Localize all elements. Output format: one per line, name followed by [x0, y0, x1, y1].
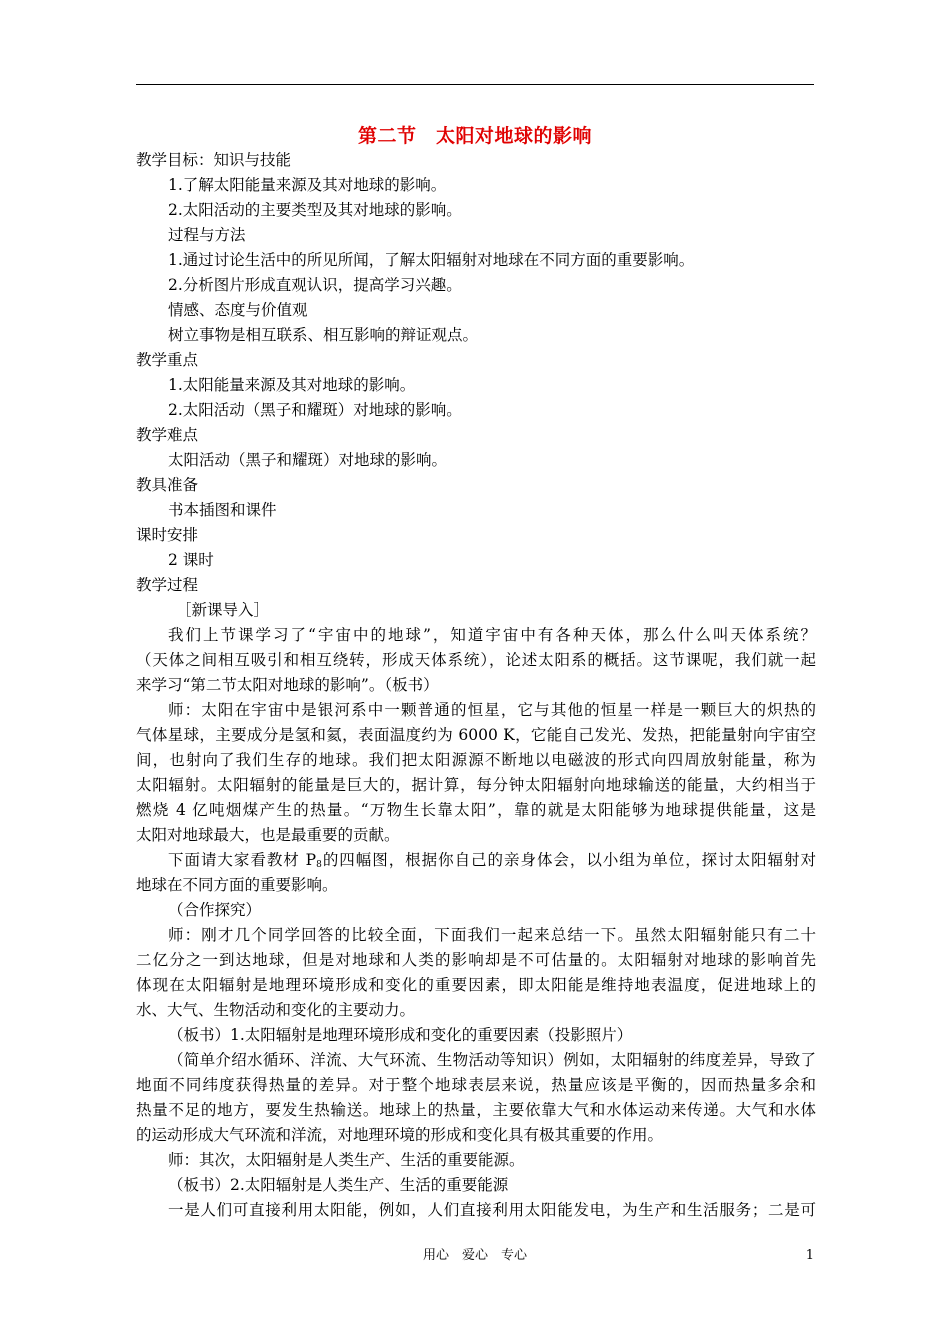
- text-line: 师：太阳在宇宙中是银河系中一颗普通的恒星，它与其他的恒星一样是一颗巨大的炽热的: [168, 701, 816, 719]
- text-line: 太阳辐射。太阳辐射的能量是巨大的，据计算，每分钟太阳辐射向地球输送的能量，大约相当于: [136, 776, 816, 794]
- text-line: 二亿分之一到达地球，但是对地球和人类的影响却是不可估量的。太阳辐射对地球的影响首先: [136, 951, 816, 969]
- text-line: 师：其次，太阳辐射是人类生产、生活的重要能源。: [168, 1151, 525, 1169]
- text-line: 2.太阳活动（黑子和耀斑）对地球的影响。: [168, 401, 462, 419]
- text-line: 师：刚才几个同学回答的比较全面，下面我们一起来总结一下。虽然太阳辐射能只有二十: [168, 926, 816, 944]
- text-line: 来学习“第二节太阳对地球的影响”。（板书）: [136, 676, 439, 694]
- text-line: （合作探究）: [168, 901, 262, 919]
- text-line: 我们上节课学习了“宇宙中的地球”，知道宇宙中有各种天体，那么什么叫天体系统？: [168, 626, 816, 644]
- text-line: （板书）2.太阳辐射是人类生产、生活的重要能源: [168, 1176, 509, 1194]
- text-line: （天体之间相互吸引和相互绕转，形成天体系统），论述太阳系的概括。这节课呢，我们就一起: [136, 651, 816, 669]
- section-title: 第二节 太阳对地球的影响: [357, 125, 592, 147]
- text-line: 教具准备: [136, 476, 199, 494]
- page-subscript: 8: [316, 860, 322, 870]
- text-line: 1.通过讨论生活中的所见所闻，了解太阳辐射对地球在不同方面的重要影响。: [168, 251, 695, 269]
- text-fragment: 下面请大家看教材 P: [168, 851, 317, 869]
- text-line: 过程与方法: [168, 226, 246, 244]
- text-line: 教学难点: [136, 426, 199, 444]
- text-line: 书本插图和课件: [168, 501, 277, 519]
- text-line: 1.了解太阳能量来源及其对地球的影响。: [168, 176, 447, 194]
- text-line: 1.太阳能量来源及其对地球的影响。: [168, 376, 416, 394]
- text-line: 情感、态度与价值观: [168, 301, 308, 319]
- footer-motto: 用心 爱心 专心: [422, 1248, 527, 1263]
- text-line: 教学过程: [136, 576, 199, 594]
- text-line: 2.分析图片形成直观认识，提高学习兴趣。: [168, 276, 462, 294]
- text-fragment: 的四幅图，根据你自己的亲身体会，以小组为单位，探讨太阳辐射对: [321, 851, 816, 869]
- text-line: 课时安排: [136, 526, 199, 544]
- page-number: 1: [805, 1248, 814, 1263]
- text-line: 太阳对地球最大，也是最重要的贡献。: [136, 826, 400, 844]
- text-line: 地面不同纬度获得热量的差异。对于整个地球表层来说，热量应该是平衡的，因而热量多余和: [136, 1076, 816, 1094]
- text-line: [136, 848, 816, 873]
- text-line: 一是人们可直接利用太阳能，例如，人们直接利用太阳能发电，为生产和生活服务；二是可: [168, 1201, 816, 1219]
- text-line: 热量不足的地方，要发生热输送。地球上的热量，主要依靠大气和水体运动来传递。大气和水体: [136, 1101, 816, 1119]
- text-line: 2 课时: [168, 551, 214, 569]
- text-line: （简单介绍水循环、洋流、大气环流、生物活动等知识）例如，太阳辐射的纬度差异，导致了: [168, 1051, 816, 1069]
- document-body: [136, 148, 816, 1223]
- text-line: 太阳活动（黑子和耀斑）对地球的影响。: [168, 451, 448, 469]
- text-line: 间，也射向了我们生存的地球。我们把太阳源源不断地以电磁波的形式向四周放射能量，称为: [136, 751, 816, 769]
- text-line: 地球在不同方面的重要影响。: [136, 876, 338, 894]
- text-line: 水、大气、生物活动和变化的主要动力。: [136, 1001, 416, 1019]
- text-line: （板书）1.太阳辐射是地理环境形成和变化的重要因素（投影照片）: [168, 1026, 633, 1044]
- text-line: 体现在太阳辐射是地理环境形成和变化的重要因素，即太阳能是维持地表温度，促进地球上的: [136, 976, 816, 994]
- text-line: 气体星球，主要成分是氢和氦，表面温度约为 6000 K，它能自己发光、发热，把能量射向宇宙空: [136, 726, 816, 744]
- text-line: 教学目标：知识与技能: [136, 151, 292, 169]
- text-line: 燃烧 4 亿吨烟煤产生的热量。“万物生长靠太阳”，靠的就是太阳能够为地球提供能量，这是: [136, 801, 816, 819]
- text-line: 2.太阳活动的主要类型及其对地球的影响。: [168, 201, 462, 219]
- header-rule: [136, 84, 814, 85]
- text-line: 的运动形成大气环流和洋流，对地理环境的形成和变化具有极其重要的作用。: [136, 1126, 664, 1144]
- text-line: ［新课导入］: [176, 601, 270, 619]
- text-line: 树立事物是相互联系、相互影响的辩证观点。: [168, 326, 479, 344]
- text-line: 教学重点: [136, 351, 199, 369]
